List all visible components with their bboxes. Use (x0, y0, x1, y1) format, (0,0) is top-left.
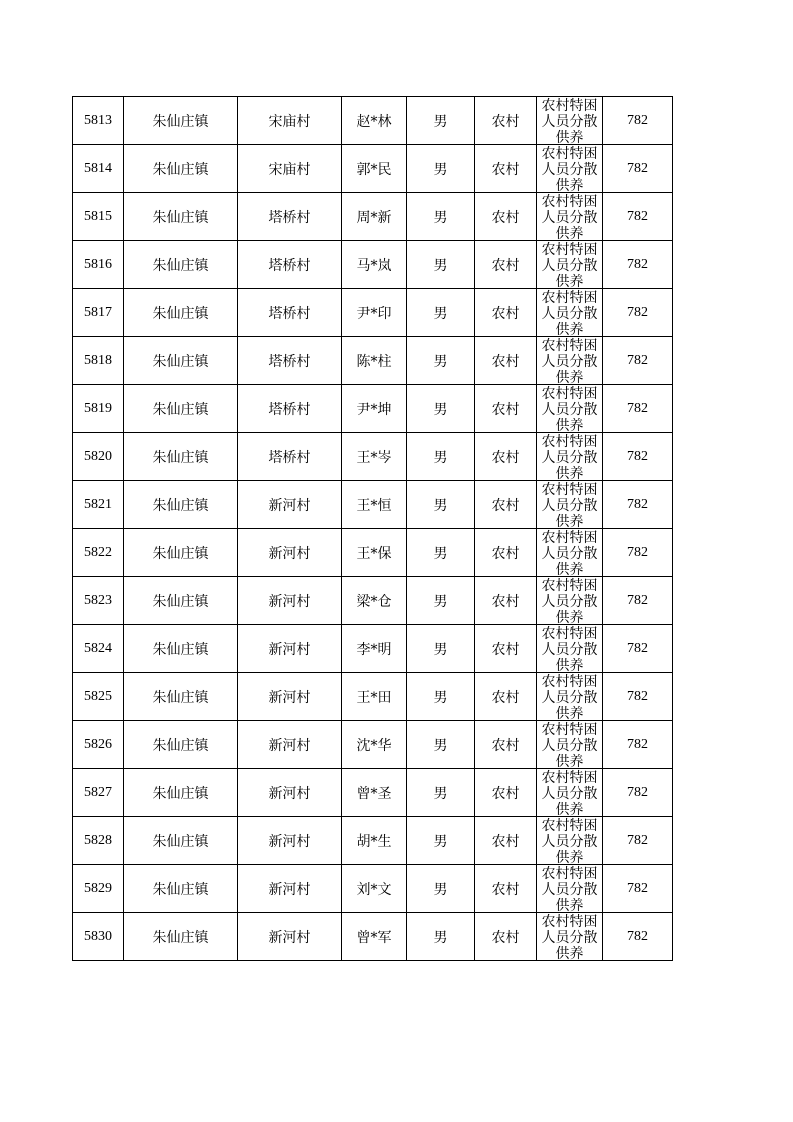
cell-amount: 782 (603, 433, 673, 481)
cell-village: 塔桥村 (238, 385, 342, 433)
cell-village: 新河村 (238, 865, 342, 913)
cell-town: 朱仙庄镇 (124, 289, 238, 337)
category-text: 农村特困人员分散供养 (541, 770, 598, 816)
cell-id: 5818 (73, 337, 124, 385)
cell-id: 5813 (73, 97, 124, 145)
cell-village: 塔桥村 (238, 289, 342, 337)
cell-name: 王*田 (342, 673, 407, 721)
cell-category (537, 721, 603, 769)
cell-area: 农村 (475, 529, 537, 577)
cell-gender: 男 (407, 577, 475, 625)
cell-village: 新河村 (238, 577, 342, 625)
cell-area: 农村 (475, 193, 537, 241)
cell-name: 赵*林 (342, 97, 407, 145)
cell-name: 郭*民 (342, 145, 407, 193)
cell-amount: 782 (603, 289, 673, 337)
cell-gender: 男 (407, 913, 475, 961)
table-row (73, 625, 673, 673)
category-text: 农村特困人员分散供养 (541, 290, 598, 336)
cell-area: 农村 (475, 625, 537, 673)
table-row (73, 385, 673, 433)
cell-village: 新河村 (238, 529, 342, 577)
cell-area: 农村 (475, 385, 537, 433)
cell-village: 新河村 (238, 913, 342, 961)
cell-town: 朱仙庄镇 (124, 673, 238, 721)
cell-amount: 782 (603, 721, 673, 769)
cell-name: 李*明 (342, 625, 407, 673)
cell-id: 5816 (73, 241, 124, 289)
table-row (73, 433, 673, 481)
cell-name: 王*恒 (342, 481, 407, 529)
category-text: 农村特困人员分散供养 (541, 338, 598, 384)
table-row (73, 865, 673, 913)
cell-name: 曾*军 (342, 913, 407, 961)
category-text: 农村特困人员分散供养 (541, 146, 598, 192)
cell-town: 朱仙庄镇 (124, 769, 238, 817)
cell-town: 朱仙庄镇 (124, 97, 238, 145)
cell-gender: 男 (407, 385, 475, 433)
cell-town: 朱仙庄镇 (124, 193, 238, 241)
table-row (73, 529, 673, 577)
table-row (73, 193, 673, 241)
cell-category (537, 97, 603, 145)
cell-amount: 782 (603, 529, 673, 577)
cell-category (537, 913, 603, 961)
cell-amount: 782 (603, 193, 673, 241)
category-text: 农村特困人员分散供养 (541, 914, 598, 960)
table-row (73, 769, 673, 817)
cell-name: 曾*圣 (342, 769, 407, 817)
cell-gender: 男 (407, 433, 475, 481)
cell-amount: 782 (603, 865, 673, 913)
cell-name: 胡*生 (342, 817, 407, 865)
cell-town: 朱仙庄镇 (124, 577, 238, 625)
cell-village: 新河村 (238, 769, 342, 817)
cell-id: 5814 (73, 145, 124, 193)
table-row (73, 721, 673, 769)
table-row (73, 145, 673, 193)
cell-area: 农村 (475, 433, 537, 481)
cell-gender: 男 (407, 337, 475, 385)
cell-gender: 男 (407, 289, 475, 337)
cell-amount: 782 (603, 97, 673, 145)
cell-gender: 男 (407, 241, 475, 289)
cell-category (537, 865, 603, 913)
category-text: 农村特困人员分散供养 (541, 866, 598, 912)
cell-area: 农村 (475, 241, 537, 289)
cell-village: 新河村 (238, 817, 342, 865)
category-text: 农村特困人员分散供养 (541, 386, 598, 432)
category-text: 农村特困人员分散供养 (541, 818, 598, 864)
cell-area: 农村 (475, 577, 537, 625)
cell-town: 朱仙庄镇 (124, 817, 238, 865)
cell-area: 农村 (475, 97, 537, 145)
cell-gender: 男 (407, 817, 475, 865)
category-text: 农村特困人员分散供养 (541, 194, 598, 240)
cell-id: 5823 (73, 577, 124, 625)
cell-gender: 男 (407, 529, 475, 577)
cell-category (537, 145, 603, 193)
category-text: 农村特困人员分散供养 (541, 674, 598, 720)
category-text: 农村特困人员分散供养 (541, 98, 598, 144)
cell-area: 农村 (475, 673, 537, 721)
category-text: 农村特困人员分散供养 (541, 722, 598, 768)
table-row (73, 817, 673, 865)
category-text: 农村特困人员分散供养 (541, 482, 598, 528)
cell-id: 5828 (73, 817, 124, 865)
cell-id: 5826 (73, 721, 124, 769)
cell-category (537, 385, 603, 433)
cell-category (537, 481, 603, 529)
cell-id: 5827 (73, 769, 124, 817)
cell-amount: 782 (603, 481, 673, 529)
cell-gender: 男 (407, 769, 475, 817)
cell-village: 新河村 (238, 625, 342, 673)
cell-name: 梁*仓 (342, 577, 407, 625)
cell-category (537, 241, 603, 289)
cell-category (537, 289, 603, 337)
cell-amount: 782 (603, 769, 673, 817)
cell-village: 新河村 (238, 673, 342, 721)
cell-town: 朱仙庄镇 (124, 337, 238, 385)
category-text: 农村特困人员分散供养 (541, 626, 598, 672)
cell-area: 农村 (475, 865, 537, 913)
cell-amount: 782 (603, 625, 673, 673)
cell-town: 朱仙庄镇 (124, 913, 238, 961)
cell-amount: 782 (603, 673, 673, 721)
cell-area: 农村 (475, 913, 537, 961)
cell-category (537, 337, 603, 385)
cell-town: 朱仙庄镇 (124, 385, 238, 433)
cell-id: 5830 (73, 913, 124, 961)
cell-village: 新河村 (238, 721, 342, 769)
cell-area: 农村 (475, 145, 537, 193)
cell-amount: 782 (603, 817, 673, 865)
table-row (73, 577, 673, 625)
cell-category (537, 673, 603, 721)
cell-id: 5821 (73, 481, 124, 529)
cell-name: 尹*坤 (342, 385, 407, 433)
cell-amount: 782 (603, 241, 673, 289)
cell-category (537, 529, 603, 577)
category-text: 农村特困人员分散供养 (541, 242, 598, 288)
cell-gender: 男 (407, 865, 475, 913)
cell-category (537, 193, 603, 241)
table-row (73, 481, 673, 529)
cell-amount: 782 (603, 145, 673, 193)
cell-name: 王*岑 (342, 433, 407, 481)
cell-name: 沈*华 (342, 721, 407, 769)
cell-village: 塔桥村 (238, 241, 342, 289)
cell-id: 5825 (73, 673, 124, 721)
cell-category (537, 577, 603, 625)
cell-town: 朱仙庄镇 (124, 625, 238, 673)
category-text: 农村特困人员分散供养 (541, 578, 598, 624)
cell-gender: 男 (407, 673, 475, 721)
cell-name: 尹*印 (342, 289, 407, 337)
cell-name: 周*新 (342, 193, 407, 241)
cell-id: 5819 (73, 385, 124, 433)
cell-gender: 男 (407, 625, 475, 673)
cell-id: 5817 (73, 289, 124, 337)
cell-name: 刘*文 (342, 865, 407, 913)
cell-area: 农村 (475, 817, 537, 865)
cell-village: 塔桥村 (238, 193, 342, 241)
cell-name: 马*岚 (342, 241, 407, 289)
cell-category (537, 817, 603, 865)
cell-gender: 男 (407, 145, 475, 193)
cell-village: 塔桥村 (238, 433, 342, 481)
cell-village: 宋庙村 (238, 97, 342, 145)
table-row (73, 913, 673, 961)
records-table (72, 96, 673, 961)
cell-category (537, 433, 603, 481)
table-row (73, 673, 673, 721)
table-row (73, 289, 673, 337)
cell-category (537, 625, 603, 673)
cell-town: 朱仙庄镇 (124, 433, 238, 481)
cell-id: 5829 (73, 865, 124, 913)
cell-id: 5820 (73, 433, 124, 481)
cell-id: 5822 (73, 529, 124, 577)
cell-gender: 男 (407, 193, 475, 241)
cell-village: 塔桥村 (238, 337, 342, 385)
category-text: 农村特困人员分散供养 (541, 434, 598, 480)
cell-village: 新河村 (238, 481, 342, 529)
cell-category (537, 769, 603, 817)
cell-town: 朱仙庄镇 (124, 865, 238, 913)
cell-name: 王*保 (342, 529, 407, 577)
cell-area: 农村 (475, 289, 537, 337)
cell-town: 朱仙庄镇 (124, 721, 238, 769)
cell-town: 朱仙庄镇 (124, 145, 238, 193)
cell-amount: 782 (603, 577, 673, 625)
cell-name: 陈*柱 (342, 337, 407, 385)
cell-area: 农村 (475, 769, 537, 817)
table-row (73, 241, 673, 289)
cell-area: 农村 (475, 721, 537, 769)
cell-town: 朱仙庄镇 (124, 481, 238, 529)
table-row (73, 337, 673, 385)
cell-town: 朱仙庄镇 (124, 529, 238, 577)
table-row (73, 97, 673, 145)
cell-amount: 782 (603, 337, 673, 385)
cell-area: 农村 (475, 481, 537, 529)
cell-amount: 782 (603, 385, 673, 433)
cell-gender: 男 (407, 481, 475, 529)
cell-gender: 男 (407, 721, 475, 769)
cell-area: 农村 (475, 337, 537, 385)
cell-id: 5815 (73, 193, 124, 241)
cell-village: 宋庙村 (238, 145, 342, 193)
cell-gender: 男 (407, 97, 475, 145)
table-body (73, 97, 673, 961)
cell-amount: 782 (603, 913, 673, 961)
category-text: 农村特困人员分散供养 (541, 530, 598, 576)
cell-town: 朱仙庄镇 (124, 241, 238, 289)
cell-id: 5824 (73, 625, 124, 673)
